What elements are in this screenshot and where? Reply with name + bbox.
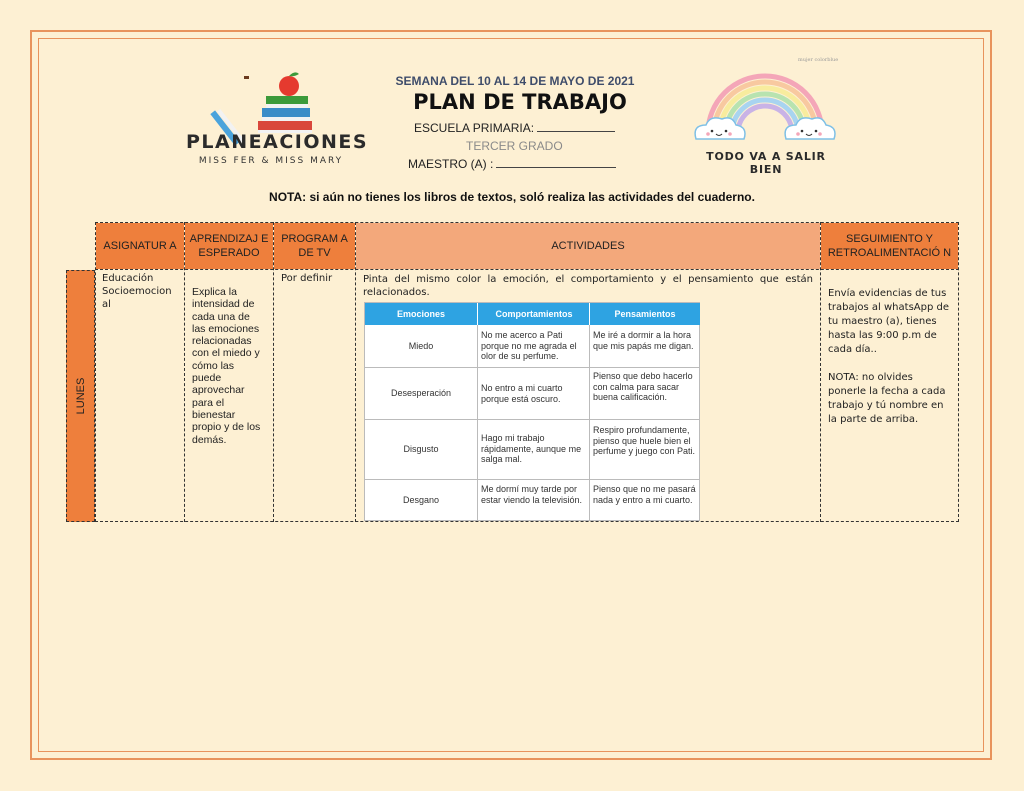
- rainbow-clouds-icon: [690, 55, 840, 150]
- header-actividades: ACTIVIDADES: [356, 223, 820, 269]
- teacher-field: [408, 157, 616, 171]
- week-label: SEMANA DEL 10 AL 14 DE MAYO DE 2021: [395, 74, 635, 88]
- emotion-name: Disgusto: [403, 443, 439, 454]
- rainbow-watermark: mujer colorblue: [798, 57, 839, 63]
- header-programa: PROGRAM A DE TV: [274, 223, 355, 269]
- cell-aprendizaje: Explica la intensidad de cada una de las emociones relacionadas con el miedo y cómo las puede aprovechar para el bienestar propio y de los demás.: [192, 286, 261, 446]
- table-row-divider: [95, 269, 959, 270]
- teacher-label: MAESTRO (A) :: [408, 157, 494, 171]
- school-field: [414, 121, 615, 135]
- page-title: PLAN DE TRABAJO: [413, 90, 627, 114]
- emotions-header: Emociones: [365, 303, 477, 325]
- thought-cell: Me iré a dormir a la hora que mis papás me digan.: [593, 330, 694, 351]
- school-blank: [537, 121, 615, 132]
- emotion-name: Desesperación: [390, 387, 452, 398]
- logo-title: PLANEACIONES: [186, 131, 369, 153]
- teacher-blank: [496, 157, 616, 168]
- header-asignatura: ASIGNATUR A: [96, 223, 184, 269]
- note-text: NOTA: si aún no tienes los libros de textos, soló realiza las actividades del cuaderno.: [269, 190, 755, 204]
- cell-seguimiento-1: Envía evidencias de tus trabajos al whatsApp de tu maestro (a), tienes hasta las 9:00 p.m de cada día..: [828, 288, 949, 355]
- emotions-table: [364, 302, 700, 521]
- rainbow-caption: TODO VA A SALIR BIEN: [706, 150, 826, 176]
- school-label: ESCUELA PRIMARIA:: [414, 121, 535, 135]
- behavior-cell: Hago mi trabajo rápidamente, aunque me salga mal.: [481, 433, 582, 464]
- col-divider: [820, 222, 821, 522]
- cell-seguimiento-2: NOTA: no olvides ponerle la fecha a cada trabajo y tú nombre en la parte de arriba.: [828, 372, 946, 425]
- emotion-name: Miedo: [408, 340, 434, 351]
- header-aprendizaje: APRENDIZAJ E ESPERADO: [185, 223, 273, 269]
- thoughts-header: Pensamientos: [589, 303, 700, 325]
- col-divider: [184, 222, 185, 522]
- thought-cell: Pienso que no me pasará nada y entro a mi cuarto.: [593, 484, 696, 505]
- logo-subtitle: MISS FER & MISS MARY: [198, 156, 344, 166]
- day-label: LUNES: [75, 377, 87, 415]
- col-divider: [273, 222, 274, 522]
- col-divider: [355, 222, 356, 522]
- cell-asignatura: Educación Socioemocion al: [102, 273, 172, 310]
- grade-label: TERCER GRADO: [466, 139, 563, 153]
- thought-cell: Pienso que debo hacerlo con calma para sacar buena calificación.: [593, 371, 693, 402]
- behavior-cell: No me acerco a Pati porque no me agrada el olor de su perfume.: [481, 330, 577, 361]
- thought-cell: Respiro profundamente, pienso que huele bien el perfume y juego con Pati.: [593, 425, 696, 456]
- behavior-cell: No entro a mi cuarto porque está oscuro.: [481, 383, 563, 404]
- cell-programa: Por definir: [281, 273, 333, 284]
- emotion-name: Desgano: [402, 494, 440, 505]
- behavior-cell: Me dormí muy tarde por estar viendo la televisión.: [481, 484, 583, 505]
- header-seguimiento: SEGUIMIENTO Y RETROALIMENTACIÓ N: [821, 223, 958, 269]
- cell-actividad: Pinta del mismo color la emoción, el comportamiento y el pensamiento que están relacionados.: [363, 274, 813, 298]
- behaviors-header: Comportamientos: [477, 303, 590, 325]
